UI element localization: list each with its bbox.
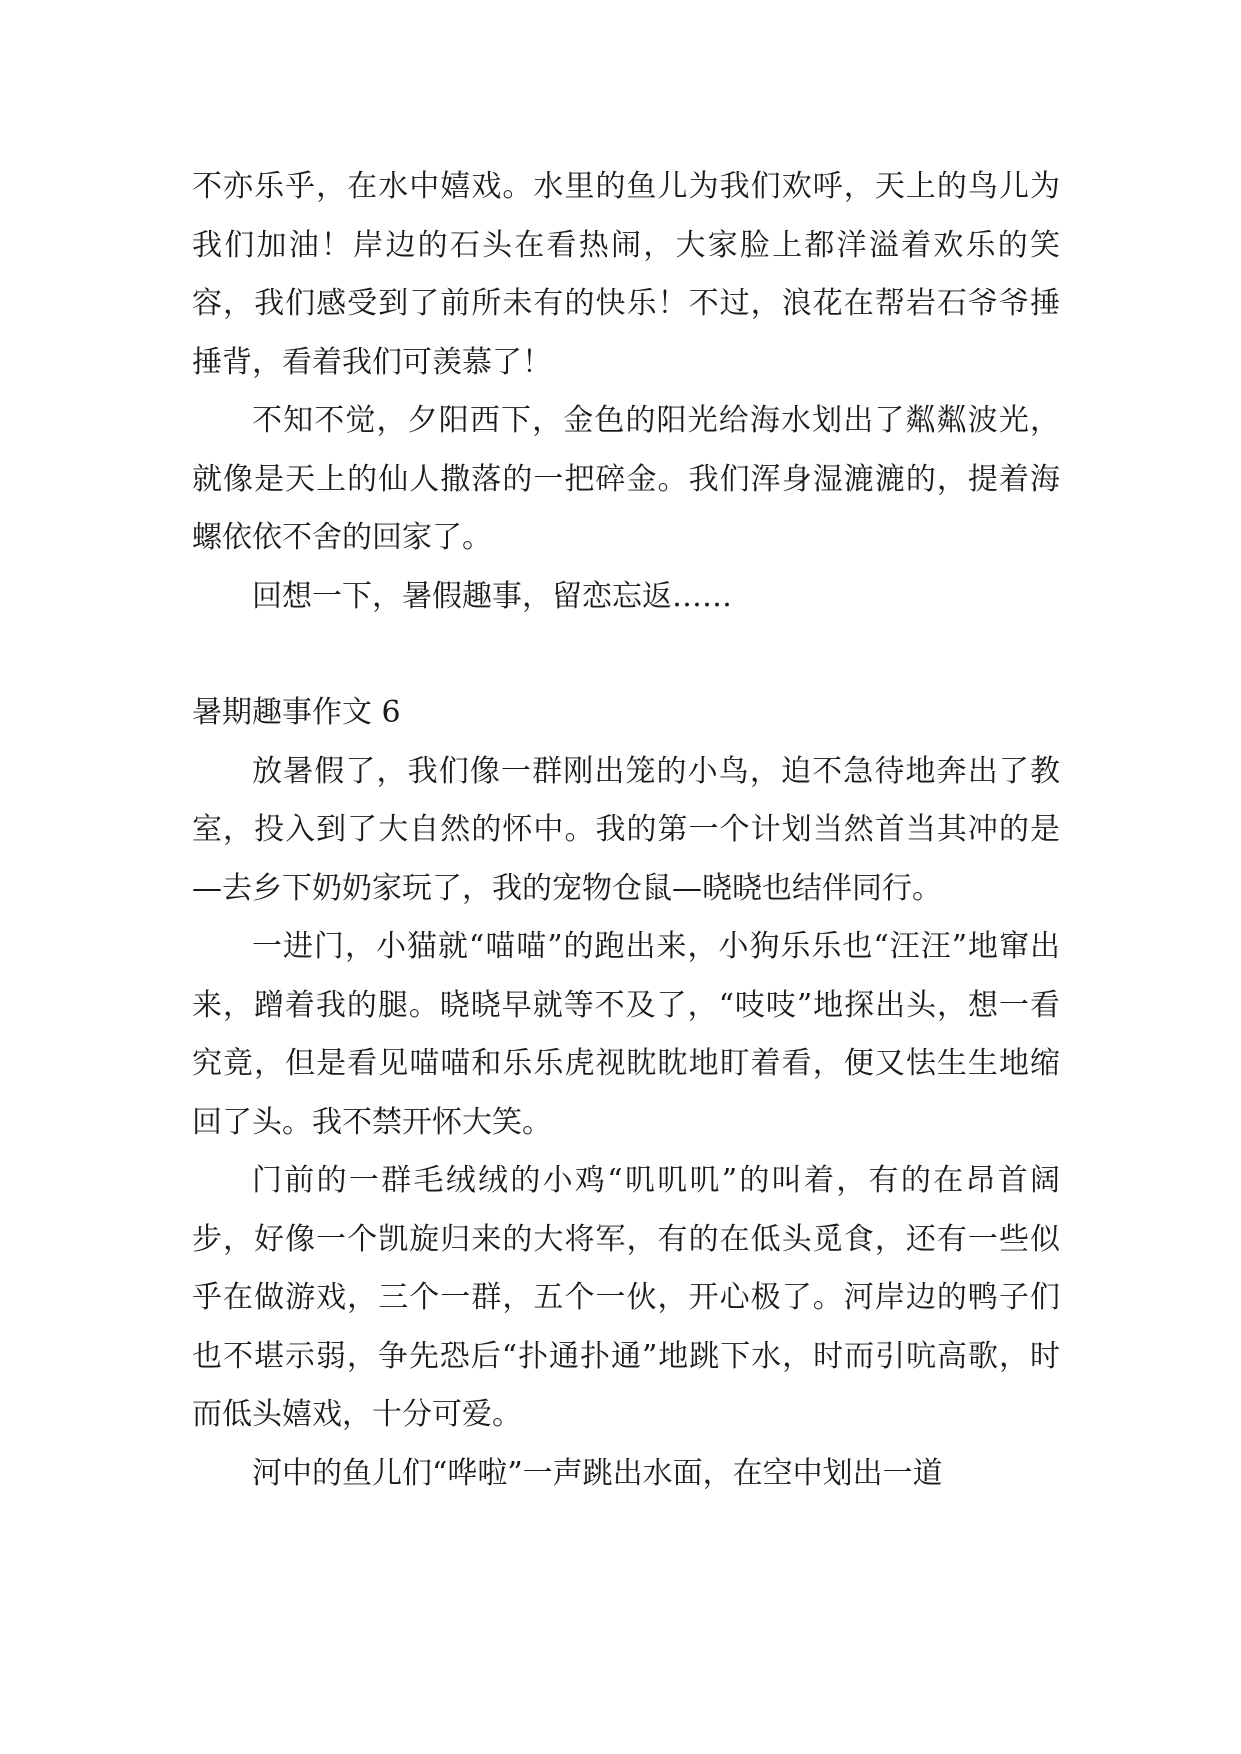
- paragraph: 放暑假了，我们像一群刚出笼的小鸟，迫不急待地奔出了教室，投入到了大自然的怀中。我的第一个计划当然首当其冲的是—去乡下奶奶家玩了，我的宠物仓鼠—晓晓也结伴同行。: [192, 753, 1060, 906]
- paragraph: 不知不觉，夕阳西下，金色的阳光给海水划出了粼粼波光，就像是天上的仙人撒落的一把碎金。我们浑身湿漉漉的，提着海螺依依不舍的回家了。: [192, 403, 1060, 555]
- paragraph: 门前的一群毛绒绒的小鸡“叽叽叽”的叫着，有的在昂首阔步，好像一个凯旋归来的大将军，有的在低头觅食，还有一些似乎在做游戏，三个一群，五个一伙，开心极了。河岸边的鸭子们也不堪示弱，争先恐后“扑通扑通”地跳下水，时而引吭高歌，时而低头嬉戏，十分可爱。: [192, 1163, 1060, 1432]
- document-page: [192, 158, 1060, 1503]
- section-title: 暑期趣事作文 6: [192, 695, 401, 730]
- paragraph: 回想一下，暑假趣事，留恋忘返……: [252, 578, 732, 614]
- paragraph-continued: 不亦乐乎，在水中嬉戏。水里的鱼儿为我们欢呼，天上的鸟儿为我们加油！岸边的石头在看热闹，大家脸上都洋溢着欢乐的笑容，我们感受到了前所未有的快乐！不过，浪花在帮岩石爷爷捶捶背，看着我们可羡慕了！: [192, 169, 1060, 380]
- paragraph: 一进门，小猫就“喵喵”的跑出来，小狗乐乐也“汪汪”地窜出来，蹭着我的腿。晓晓早就等不及了，“吱吱”地探出头，想一看究竟，但是看见喵喵和乐乐虎视眈眈地盯着看，便又怯生生地缩回了头。我不禁开怀大笑。: [192, 929, 1060, 1140]
- paragraph: 河中的鱼儿们“哗啦”一声跳出水面，在空中划出一道: [252, 1455, 943, 1491]
